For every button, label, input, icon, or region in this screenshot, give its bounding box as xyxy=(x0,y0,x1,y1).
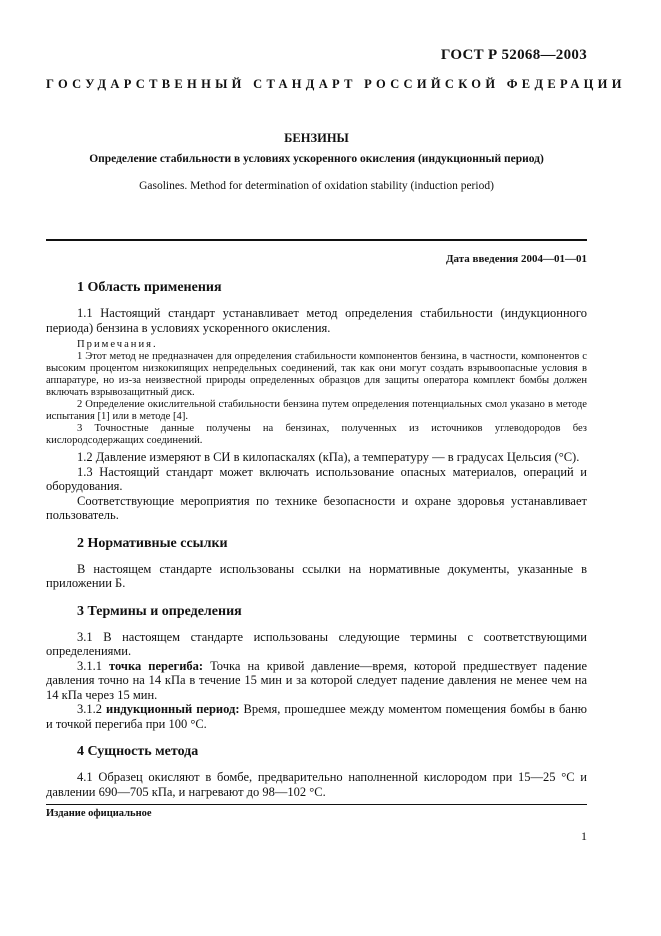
standard-code: ГОСТ Р 52068—2003 xyxy=(440,47,587,63)
note-2: 2 Определение окислительной стабильности бензина путем определения потенциальных смол указано в методе испытания [1] или в методе [4]. xyxy=(46,399,587,422)
term-induction-period: индукционный период: xyxy=(106,702,240,716)
note-1: 1 Этот метод не предназначен для определения стабильности компонентов бензина, в частности, компонентов с высоким процентом низкокипящих непредельных соединений, так как они могут создать взрывоопасные условия в аппаратуре, но из-за неизвестной природы определенных образцов для защиты оператора комплект бомбы должен включать взрывозащитный диск. xyxy=(46,351,587,398)
paragraph-3-1-1 xyxy=(46,659,587,703)
official-edition-label: Издание официальное xyxy=(46,808,152,819)
paragraph-safety: Соответствующие мероприятия по технике безопасности и охране здоровья устанавливает пользователь. xyxy=(46,493,587,522)
section-2-heading: 2 Нормативные ссылки xyxy=(77,535,228,551)
term-definition: Точка на кривой давление—время, которой предшествует падение давления точно на 14 кПа в течение 15 мин и за которой следует падение давления не менее чем на 14 кПа через 15 мин. xyxy=(46,658,587,702)
document-subtitle: Определение стабильности в условиях ускоренного окисления (индукционный период) xyxy=(89,153,544,165)
term-number: 3.1.1 xyxy=(77,658,110,673)
document-body xyxy=(46,280,587,799)
section-1-heading: 1 Область применения xyxy=(77,280,222,295)
paragraph-4-1: 4.1 Образец окисляют в бомбе, предварительно наполненной кислородом при 15—25 °С и давлении 690—705 кПа, и нагревают до 98—102 °С. xyxy=(46,770,587,799)
term-inflection-point: точка перегиба: xyxy=(109,658,204,673)
notes-heading: Примечания. xyxy=(77,339,158,350)
page-number: 1 xyxy=(581,829,587,843)
section-4-heading: 4 Сущность метода xyxy=(77,744,199,759)
paragraph-1-1: 1.1 Настоящий стандарт устанавливает метод определения стабильности (индукционного периода) бензина в условиях ускоренного окисления. xyxy=(46,306,587,335)
term-definition: Время, прошедшее между моментом помещения бомбы в баню и точкой перегиба при 100 °С. xyxy=(46,702,587,731)
state-standard-heading: ГОСУДАРСТВЕННЫЙ СТАНДАРТ РОССИЙСКОЙ ФЕДЕРАЦИИ xyxy=(46,77,626,91)
note-3: 3 Точностные данные получены на бензинах, полученных из источников углеводородов без кислородсодержащих соединений. xyxy=(46,423,587,446)
term-number: 3.1.2 xyxy=(77,702,106,716)
paragraph-1-3: 1.3 Настоящий стандарт может включать использование опасных материалов, операций и оборудования. xyxy=(46,464,587,493)
paragraph-2: В настоящем стандарте использованы ссылки на нормативные документы, указанные в приложении Б. xyxy=(46,561,587,590)
paragraph-3-1: 3.1 В настоящем стандарте использованы следующие термины с соответствующими определениями. xyxy=(46,629,587,658)
section-3-heading: 3 Термины и определения xyxy=(77,603,242,619)
intro-date: Дата введения 2004—01—01 xyxy=(445,253,587,265)
document-title: БЕНЗИНЫ xyxy=(284,131,349,145)
footer-divider xyxy=(46,804,587,805)
paragraph-1-2: 1.2 Давление измеряют в СИ в килопаскалях (кПа), а температуру — в градусах Цельсия (°С). xyxy=(77,450,580,464)
paragraph-3-1-2 xyxy=(46,702,587,731)
header-divider xyxy=(46,239,587,241)
english-title: Gasolines. Method for determination of oxidation stability (induction period) xyxy=(139,180,494,192)
